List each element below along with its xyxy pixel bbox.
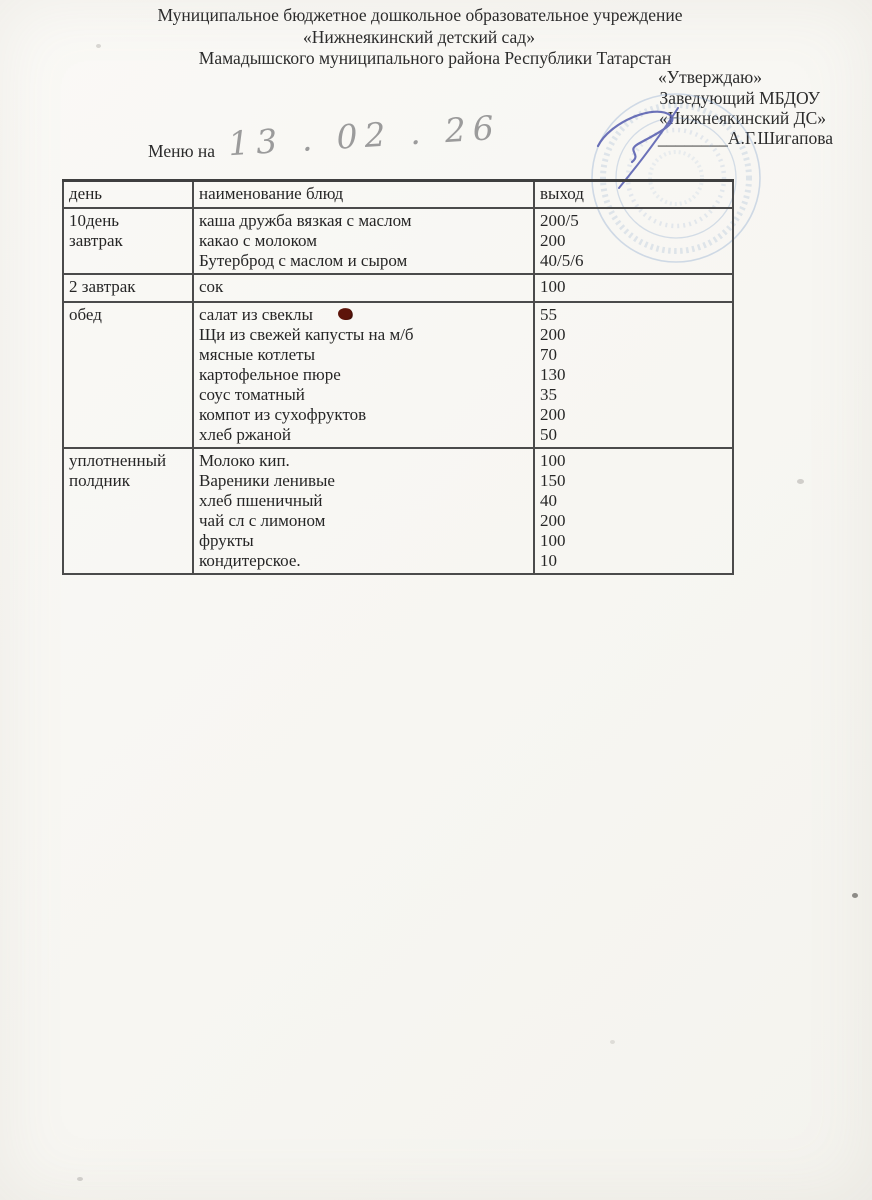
output-line: 100 — [540, 530, 566, 550]
dish-line: Молоко кип. — [199, 450, 290, 470]
output-line: 200/5 — [540, 210, 579, 230]
table-row-second-breakfast — [63, 274, 733, 302]
day-line: обед — [69, 304, 102, 324]
scan-speck — [797, 479, 804, 484]
header-dish-name: наименование блюд — [193, 181, 534, 208]
dishes-cell — [193, 302, 534, 448]
output-line: 50 — [540, 424, 557, 444]
output-line: 10 — [540, 550, 557, 570]
dishes-cell — [193, 274, 534, 302]
day-line: полдник — [69, 470, 130, 490]
header-output: выход — [534, 181, 733, 208]
output-line: 200 — [540, 324, 566, 344]
day-line: 10день — [69, 210, 120, 230]
output-line: 40/5/6 — [540, 250, 584, 270]
day-cell — [63, 302, 193, 448]
outputs-cell — [534, 274, 733, 302]
dishes-cell — [193, 448, 534, 574]
dish-line: салат из свеклы — [199, 304, 313, 324]
dish-line: кондитерское. — [199, 550, 301, 570]
approver-position: Заведующий МБДОУ — [659, 88, 820, 108]
output-line: 100 — [540, 450, 566, 470]
scan-speck — [610, 1040, 615, 1044]
signature-blank-line: ________ — [657, 128, 728, 148]
dish-line: хлеб ржаной — [199, 424, 291, 444]
output-line: 70 — [540, 344, 557, 364]
org-name-line1: Муниципальное бюджетное дошкольное образовательное учреждение — [157, 5, 683, 25]
dishes-cell — [193, 208, 534, 274]
output-line: 100 — [540, 276, 566, 296]
org-name-line2: «Нижнеякинский детский сад» — [303, 27, 535, 47]
day-cell — [63, 274, 193, 302]
output-line: 150 — [540, 470, 566, 490]
output-line: 40 — [540, 490, 557, 510]
dish-line: сок — [199, 276, 224, 296]
approve-label: «Утверждаю» — [657, 67, 762, 87]
org-name-line3: Мамадышского муниципального района Республики Татарстан — [198, 48, 672, 68]
dish-line: Вареники ленивые — [199, 470, 335, 490]
dish-line: фрукты — [199, 530, 254, 550]
dish-line: мясные котлеты — [199, 344, 315, 364]
scan-speck — [77, 1177, 83, 1181]
table-header-row — [63, 181, 733, 208]
table-row-lunch — [63, 302, 733, 448]
outputs-cell — [534, 208, 733, 274]
day-cell — [63, 208, 193, 274]
output-line: 35 — [540, 384, 557, 404]
day-line: уплотненный — [69, 450, 167, 470]
outputs-cell — [534, 302, 733, 448]
output-line: 130 — [540, 364, 566, 384]
output-line: 200 — [540, 510, 566, 530]
table-row-breakfast — [63, 208, 733, 274]
menu-date-label: Меню на — [148, 141, 216, 161]
dish-line: каша дружба вязкая с маслом — [199, 210, 412, 230]
approver-org-short: «Нижнеякинский ДС» — [659, 108, 826, 128]
outputs-cell — [534, 448, 733, 574]
output-line: 200 — [540, 230, 566, 250]
day-cell — [63, 448, 193, 574]
dish-line: картофельное пюре — [199, 364, 341, 384]
day-line: завтрак — [69, 230, 123, 250]
table-row-afternoon-snack — [63, 448, 733, 574]
day-line: 2 завтрак — [69, 276, 136, 296]
output-line: 200 — [540, 404, 566, 424]
dish-line: Щи из свежей капусты на м/б — [199, 324, 414, 344]
dish-line: хлеб пшеничный — [199, 490, 323, 510]
dish-line: чай сл с лимоном — [199, 510, 326, 530]
dish-line: Бутерброд с маслом и сыром — [199, 250, 408, 270]
dish-line: компот из сухофруктов — [199, 404, 367, 424]
menu-table — [62, 179, 734, 575]
handwritten-date: 13 . 02 . 26 — [227, 107, 502, 164]
header-day: день — [63, 181, 193, 208]
scan-speck — [852, 893, 858, 898]
scan-speck — [96, 44, 101, 48]
signer-name: А.Г.Шигапова — [727, 128, 833, 148]
output-line: 55 — [540, 304, 557, 324]
dish-line: соус томатный — [199, 384, 305, 404]
dish-line: какао с молоком — [199, 230, 317, 250]
